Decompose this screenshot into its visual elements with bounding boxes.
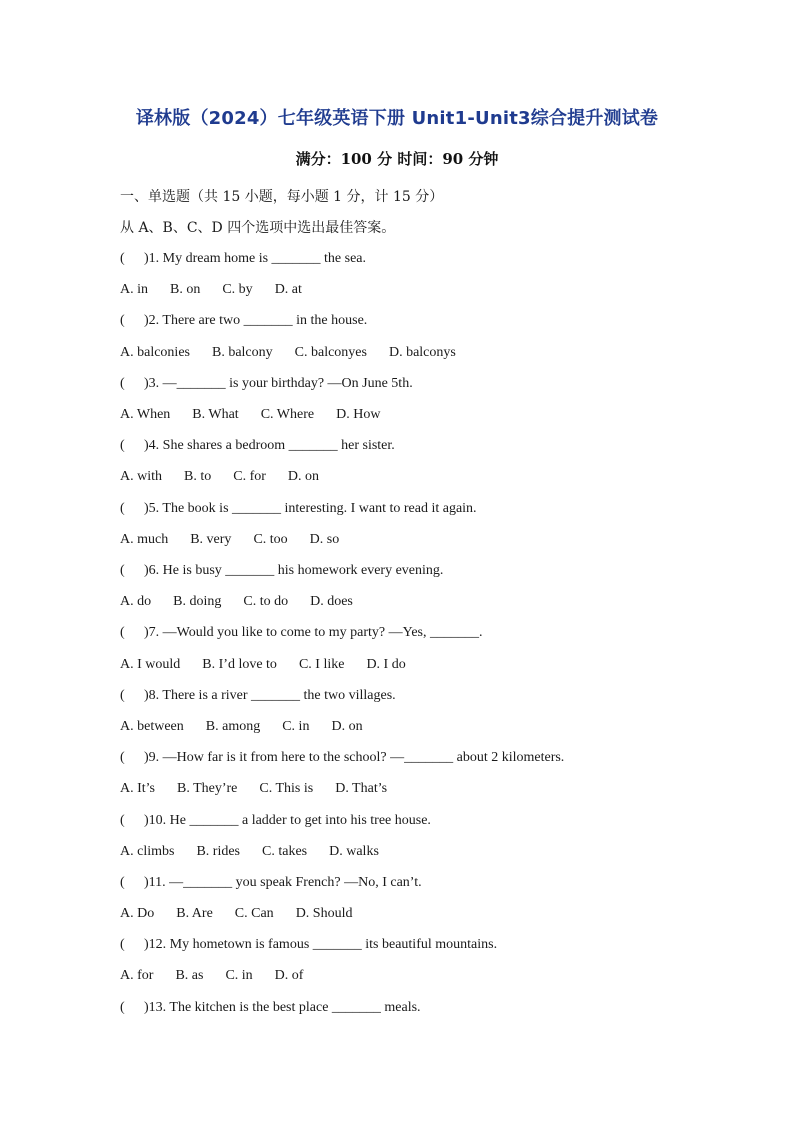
answer-option[interactable]: D. on [331, 718, 363, 734]
option-row [120, 966, 740, 997]
answer-blank[interactable]: ( [120, 562, 125, 578]
answer-option[interactable]: D. That’s [335, 781, 388, 797]
answer-blank[interactable]: ( [120, 874, 125, 890]
question-item [120, 686, 740, 748]
answer-option[interactable]: C. Where [260, 406, 315, 422]
question-item [120, 623, 740, 685]
question-stem [120, 249, 740, 280]
option-row [120, 467, 740, 498]
answer-option[interactable]: A. between [120, 718, 184, 734]
answer-blank[interactable]: ( [120, 251, 125, 266]
option-row [120, 343, 740, 374]
question-text: )2. There are two _______ in the house. [144, 313, 368, 329]
question-stem [120, 374, 740, 405]
question-item [120, 561, 740, 623]
answer-option[interactable]: D. I do [366, 656, 406, 672]
answer-blank[interactable]: ( [120, 313, 125, 329]
question-stem [120, 873, 740, 904]
instruction-text: 从 A、B、C、D 四个选项中选出最佳答案。 [120, 220, 396, 236]
option-row [120, 904, 740, 935]
option-row [120, 717, 740, 748]
question-text: )11. —_______ you speak French? —No, I can’t. [144, 874, 422, 890]
question-item [120, 311, 740, 373]
question-stem [120, 686, 740, 717]
question-stem [120, 311, 740, 342]
question-text: )4. She shares a bedroom _______ her sister. [144, 438, 395, 454]
answer-option[interactable]: B. They’re [177, 781, 238, 797]
question-item [120, 873, 740, 935]
question-text: )13. The kitchen is the best place _______ meals. [144, 999, 421, 1015]
answer-option[interactable]: C. too [253, 531, 288, 547]
question-stem [120, 811, 740, 842]
answer-option[interactable]: A. balconies [120, 344, 190, 360]
question-stem [120, 436, 740, 467]
answer-option[interactable]: B. What [192, 406, 239, 422]
answer-option[interactable]: C. Can [234, 906, 274, 922]
answer-option[interactable]: D. at [274, 282, 302, 298]
section-heading: 一、单选题（共 15 小题，每小题 1 分，计 15 分） [120, 189, 444, 205]
question-text: )7. —Would you like to come to my party? —Yes, _______. [144, 625, 483, 641]
answer-option[interactable]: A. in [120, 282, 148, 298]
answer-option[interactable]: C. for [233, 469, 266, 485]
option-row [120, 779, 740, 810]
option-row [120, 405, 740, 436]
answer-option[interactable]: D. of [274, 968, 304, 984]
answer-option[interactable]: C. balconyes [294, 344, 367, 360]
answer-option[interactable]: B. on [170, 282, 201, 298]
answer-option[interactable]: C. by [222, 282, 253, 298]
answer-option[interactable]: B. doing [173, 594, 222, 610]
answer-blank[interactable]: ( [120, 812, 125, 828]
question-item [120, 249, 740, 311]
answer-option[interactable]: B. I’d love to [202, 656, 277, 672]
answer-option[interactable]: D. balconys [388, 344, 456, 360]
answer-blank[interactable]: ( [120, 438, 125, 454]
answer-option[interactable]: A. I would [120, 656, 181, 672]
answer-option[interactable]: D. walks [329, 843, 379, 859]
answer-option[interactable]: B. very [190, 531, 232, 547]
answer-option[interactable]: B. among [205, 718, 261, 734]
question-item [120, 748, 740, 810]
question-item [120, 436, 740, 498]
exam-title: 译林版（2024）七年级英语下册 Unit1-Unit3综合提升测试卷 [135, 108, 659, 129]
answer-blank[interactable]: ( [120, 500, 125, 516]
exam-subtitle: 满分：100 分 时间：90 分钟 [295, 150, 499, 168]
answer-option[interactable]: C. in [282, 718, 310, 734]
question-text: )10. He _______ a ladder to get into his tree house. [144, 812, 431, 828]
question-text: )12. My hometown is famous _______ its beautiful mountains. [144, 937, 498, 953]
question-item [120, 374, 740, 436]
answer-option[interactable]: B. rides [196, 843, 241, 859]
answer-option[interactable]: A. much [120, 531, 169, 547]
answer-option[interactable]: C. takes [262, 843, 308, 859]
question-stem [120, 935, 740, 966]
option-row [120, 280, 740, 311]
question-item [120, 811, 740, 873]
answer-option[interactable]: A. Do [120, 906, 155, 922]
answer-option[interactable]: A. do [120, 594, 152, 610]
option-row [120, 655, 740, 686]
answer-option[interactable]: C. This is [259, 781, 314, 797]
answer-blank[interactable]: ( [120, 999, 125, 1015]
answer-option[interactable]: B. as [175, 968, 204, 984]
question-text: )6. He is busy _______ his homework every evening. [144, 562, 444, 578]
answer-option[interactable]: A. climbs [120, 843, 175, 859]
answer-option[interactable]: C. to do [243, 594, 289, 610]
question-list [120, 249, 740, 1060]
answer-blank[interactable]: ( [120, 375, 125, 391]
answer-blank[interactable]: ( [120, 687, 125, 703]
answer-option[interactable]: C. in [225, 968, 253, 984]
answer-blank[interactable]: ( [120, 625, 125, 641]
answer-option[interactable]: C. I like [298, 656, 345, 672]
question-text: )5. The book is _______ interesting. I want to read it again. [144, 500, 477, 516]
answer-option[interactable]: A. for [120, 968, 154, 984]
question-stem [120, 499, 740, 530]
answer-option[interactable]: D. so [309, 531, 340, 547]
answer-option[interactable]: B. to [184, 469, 212, 485]
answer-option[interactable]: B. balcony [211, 344, 273, 360]
question-stem [120, 998, 740, 1029]
answer-option[interactable]: D. does [310, 594, 353, 610]
answer-option[interactable]: D. Should [295, 906, 353, 922]
question-stem [120, 561, 740, 592]
question-stem [120, 623, 740, 654]
question-text: )3. —_______ is your birthday? —On June 5th. [144, 375, 413, 391]
answer-option[interactable]: D. How [336, 406, 381, 422]
question-text: )8. There is a river _______ the two villages. [144, 687, 396, 703]
question-text: )9. —How far is it from here to the school? —_______ about 2 kilometers. [144, 750, 565, 766]
answer-option[interactable]: A. with [120, 469, 162, 485]
answer-option[interactable]: D. on [287, 469, 320, 485]
answer-option[interactable]: B. Are [176, 906, 213, 922]
option-row [120, 842, 740, 873]
answer-blank[interactable]: ( [120, 937, 125, 953]
answer-option[interactable]: A. When [120, 406, 171, 422]
question-item [120, 935, 740, 997]
question-item [120, 499, 740, 561]
answer-option[interactable]: A. It’s [120, 781, 155, 797]
question-stem [120, 748, 740, 779]
question-item [120, 998, 740, 1060]
answer-blank[interactable]: ( [120, 750, 125, 766]
option-row [120, 592, 740, 623]
option-row [120, 530, 740, 561]
question-text: )1. My dream home is _______ the sea. [144, 251, 367, 266]
